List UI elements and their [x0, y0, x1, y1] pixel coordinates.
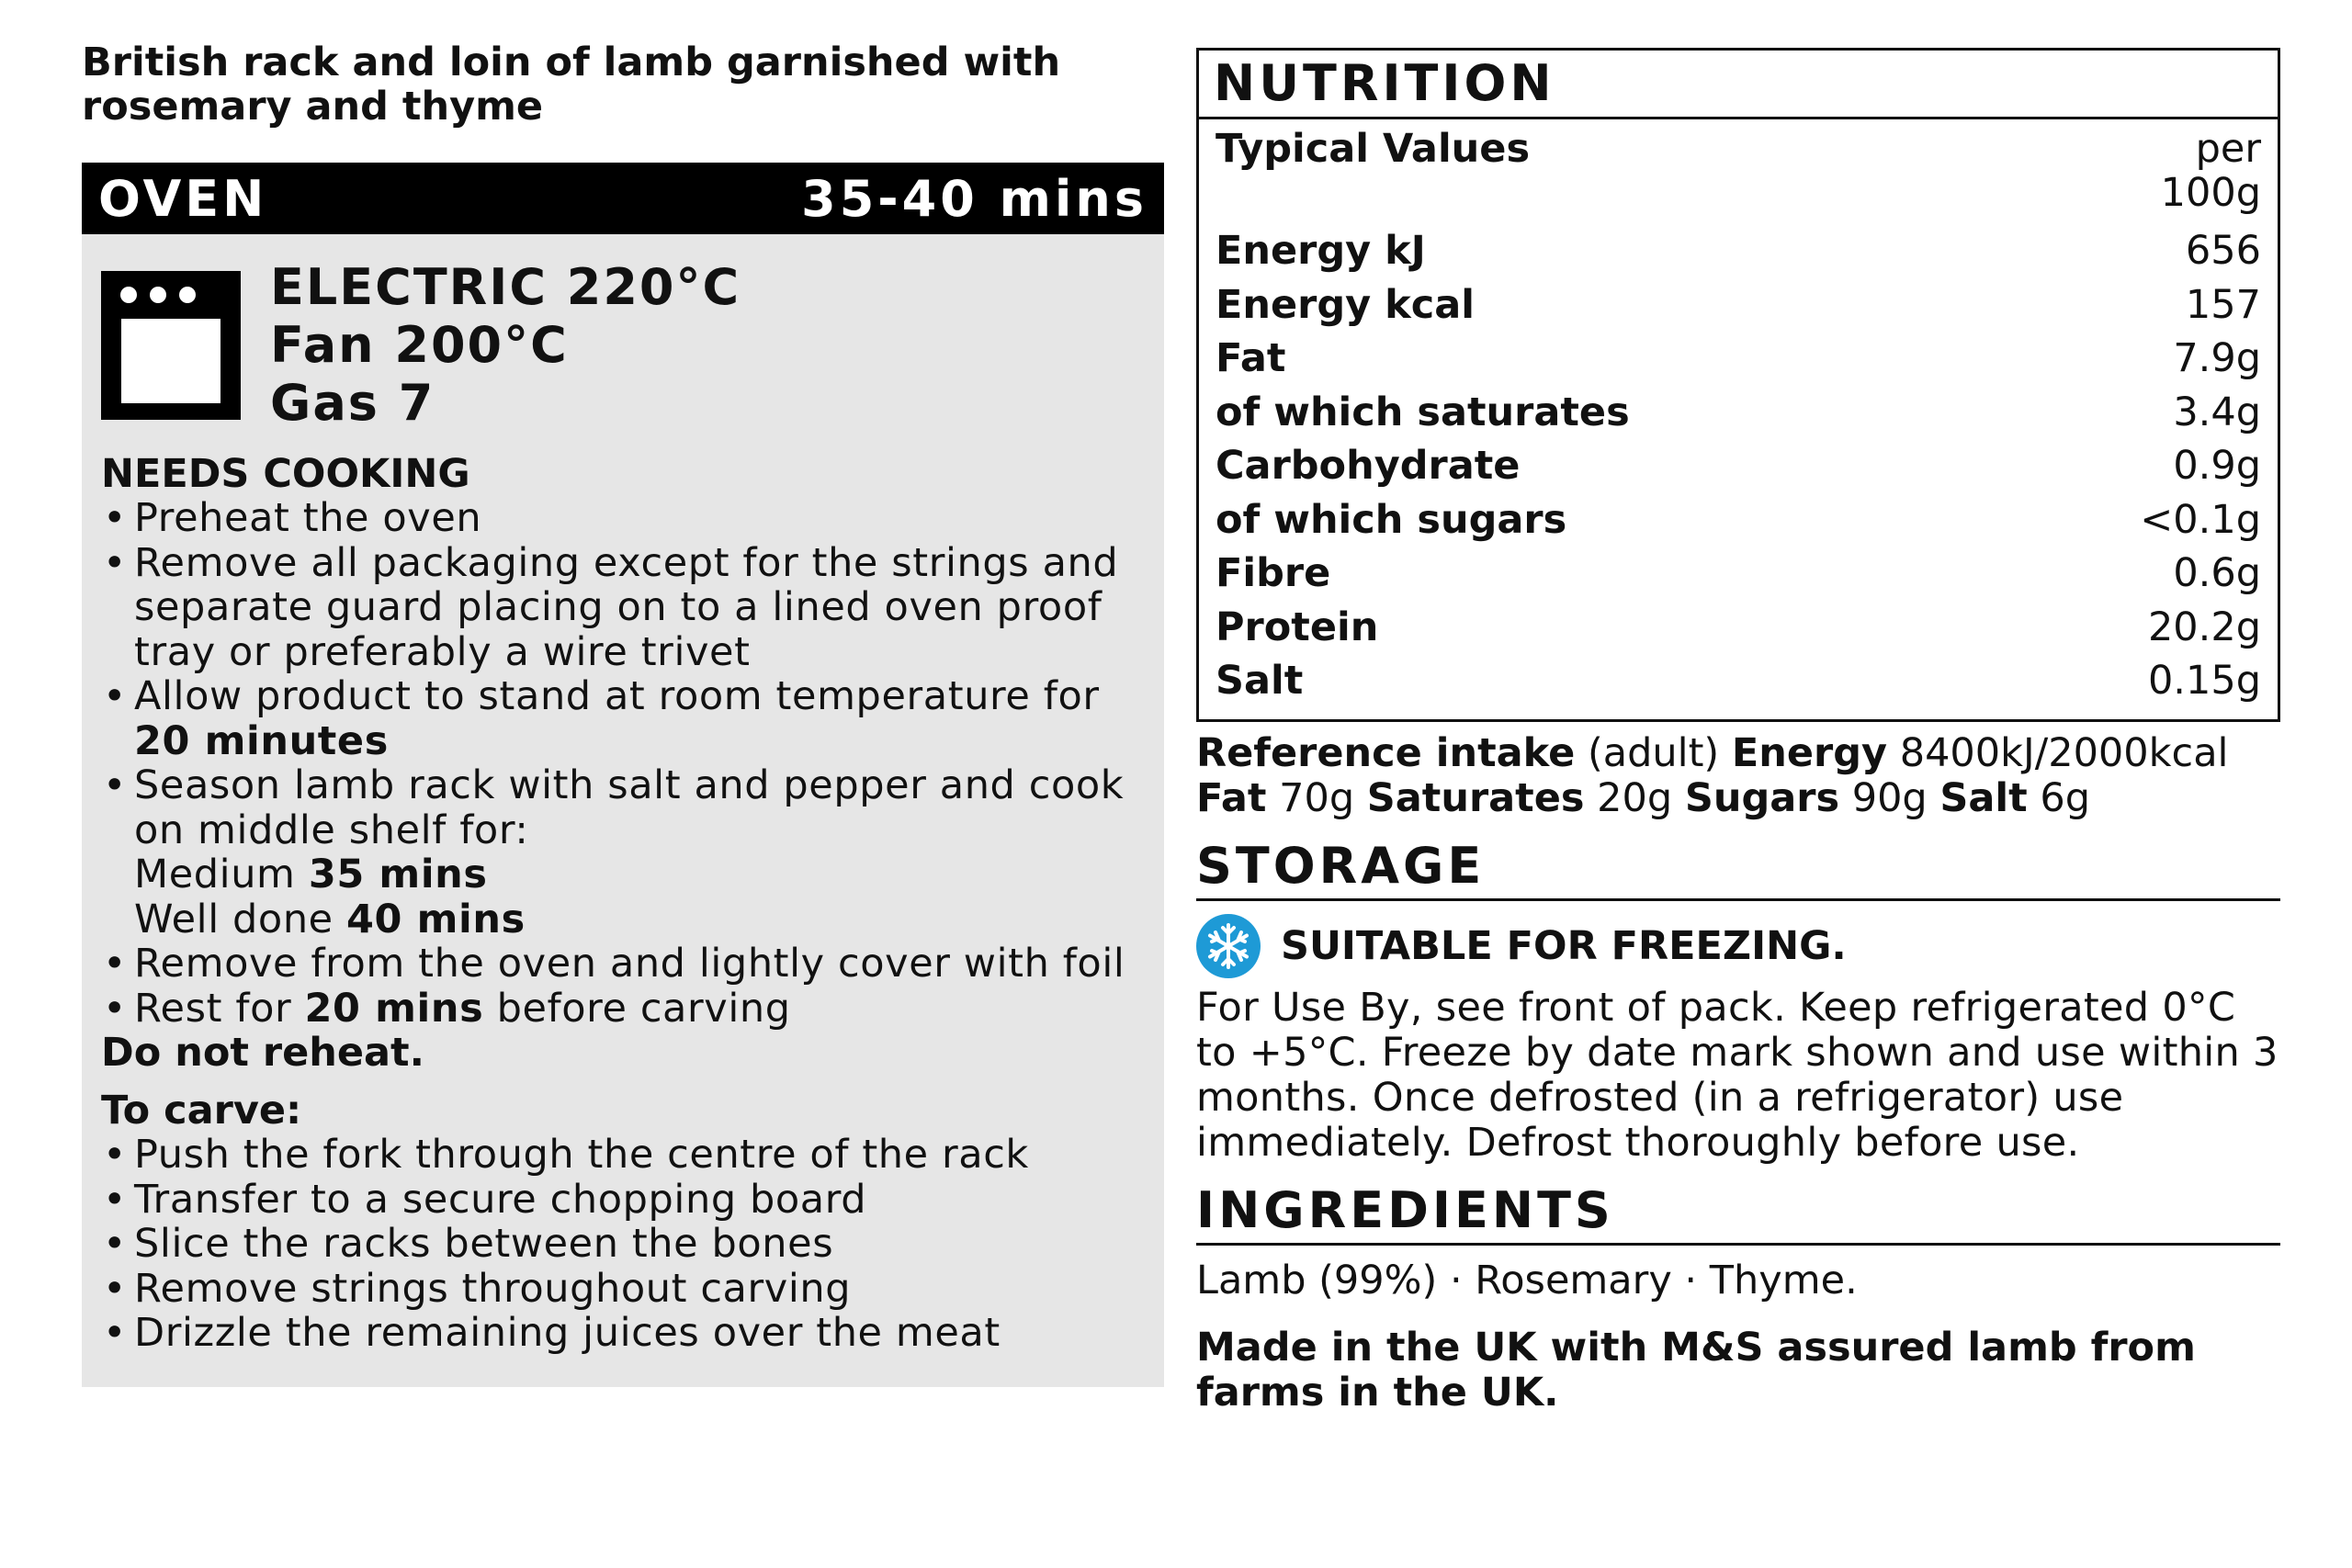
cooking-step: • Preheat the oven: [101, 496, 1148, 541]
carving-step: • Remove strings throughout carving: [101, 1267, 1148, 1312]
needs-cooking-heading: NEEDS COOKING: [101, 451, 470, 497]
no-reheat-warning: Do not reheat.: [101, 1030, 424, 1076]
reference-intake: Reference intake (adult) Energy 8400kJ/2000kcal Fat 70g Saturates 20g Sugars 90g Salt 6g: [1196, 729, 2229, 821]
temp-gas: Gas 7: [270, 374, 435, 432]
nutrition-row: Energy kcal 157: [1216, 281, 2261, 328]
medium-time: Medium 35 mins: [134, 852, 488, 897]
nutrition-row: Fat 7.9g: [1216, 335, 2261, 381]
nutrition-row: Fibre 0.6g: [1216, 550, 2261, 596]
per-100g-label: per 100g: [2160, 126, 2261, 216]
carve-heading: To carve:: [101, 1087, 302, 1134]
nutrition-title: NUTRITION: [1199, 51, 2278, 119]
nutrition-table: [1199, 127, 2278, 708]
nutrition-row: of which saturates 3.4g: [1216, 389, 2261, 435]
storage-instructions: For Use By, see front of pack. Keep refrigerated 0°C to +5°C. Freeze by date mark shown and use within 3 months. Once defrosted (in a refrigerator) use immediately. Defrost thoroughly before use.: [1196, 984, 2278, 1166]
product-description: British rack and loin of lamb garnished with rosemary and thyme: [82, 39, 1061, 130]
cooking-steps-continued: [101, 942, 1148, 1031]
freezing-row: [1196, 914, 2280, 978]
carving-steps: [101, 1133, 1148, 1356]
cooking-steps: [101, 496, 1148, 852]
nutrition-row: Energy kJ 656: [1216, 228, 2261, 274]
carving-step: • Slice the racks between the bones: [101, 1222, 1148, 1267]
nutrition-row: Salt 0.15g: [1216, 658, 2261, 704]
cooking-step: • Season lamb rack with salt and pepper and cook on middle shelf for:: [101, 763, 1148, 852]
snowflake-icon: [1196, 914, 1261, 978]
cooking-step: • Allow product to stand at room temperature for 20 minutes: [101, 674, 1148, 763]
carving-step: • Drizzle the remaining juices over the meat: [101, 1311, 1148, 1356]
cooking-step: • Rest for 20 mins before carving: [101, 987, 1148, 1032]
origin-statement: Made in the UK with M&S assured lamb from farms in the UK.: [1196, 1324, 2196, 1416]
oven-instructions-panel: [82, 234, 1164, 1387]
ingredients-list: Lamb (99%) · Rosemary · Thyme.: [1196, 1257, 1858, 1303]
nutrition-row: of which sugars <0.1g: [1216, 496, 2261, 543]
temp-electric: ELECTRIC 220°C: [270, 258, 741, 316]
nutrition-row: Protein 20.2g: [1216, 604, 2261, 650]
oven-header-bar: [82, 163, 1164, 234]
temp-fan: Fan 200°C: [270, 316, 569, 374]
cooking-step: • Remove from the oven and lightly cover with foil: [101, 942, 1148, 987]
typical-values-label: Typical Values: [1216, 126, 1531, 172]
info-column: [1196, 48, 2280, 1416]
oven-title: OVEN: [98, 169, 268, 228]
oven-temperatures: [101, 258, 1148, 432]
cooking-step: • Remove all packaging except for the strings and separate guard placing on to a lined oven proof tray or preferably a wire trivet: [101, 541, 1148, 675]
nutrition-row: Carbohydrate 0.9g: [1216, 443, 2261, 489]
carving-step: • Push the fork through the centre of the rack: [101, 1133, 1148, 1178]
well-done-time: Well done 40 mins: [134, 896, 526, 942]
nutrition-table-box: [1196, 48, 2280, 722]
freezing-label: SUITABLE FOR FREEZING.: [1281, 922, 1847, 969]
ingredients-title: INGREDIENTS: [1196, 1182, 2280, 1246]
storage-title: STORAGE: [1196, 838, 2280, 901]
nutrition-header-row: [1199, 127, 2278, 224]
cooking-column: [82, 40, 1164, 1387]
oven-time: 35-40 mins: [801, 169, 1148, 228]
carving-step: • Transfer to a secure chopping board: [101, 1178, 1148, 1223]
oven-icon: [101, 271, 241, 420]
temperature-list: [270, 258, 741, 432]
